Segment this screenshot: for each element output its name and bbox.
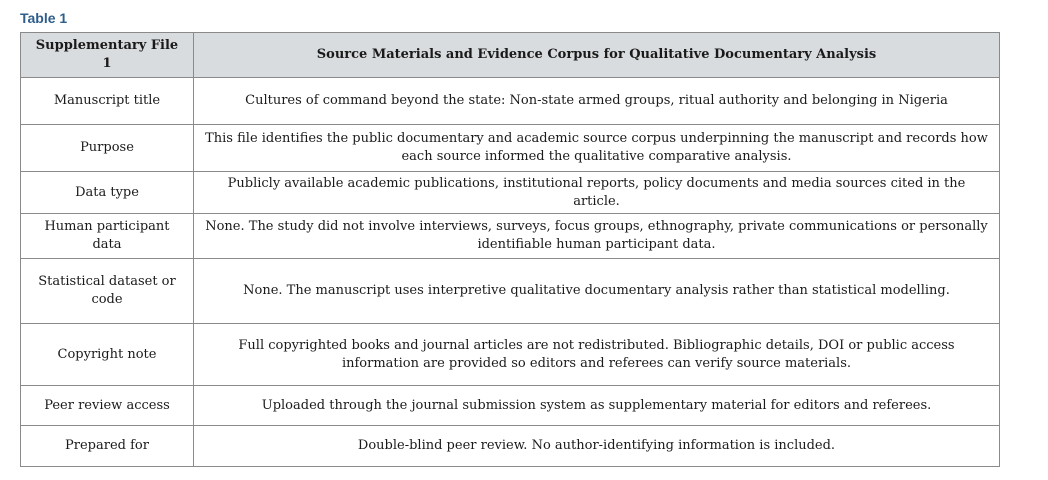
row-label-human-participant-data: Human participant data <box>21 214 194 259</box>
table-header-row <box>21 33 1000 78</box>
table-row <box>21 78 1000 125</box>
row-value-statistical-dataset: None. The manuscript uses interpretive qualitative documentary analysis rather than statistical modelling. <box>194 259 1000 324</box>
row-value-purpose: This file identifies the public documentary and academic source corpus underpinning the manuscript and records how each source informed the qualitative comparative analysis. <box>194 125 1000 172</box>
row-label-peer-review-access: Peer review access <box>21 386 194 426</box>
table-row <box>21 214 1000 259</box>
table-caption: Table 1 <box>20 10 68 26</box>
table-row <box>21 324 1000 386</box>
row-label-purpose: Purpose <box>21 125 194 172</box>
table-row <box>21 259 1000 324</box>
table-row <box>21 386 1000 426</box>
supplementary-table <box>20 32 1000 467</box>
row-value-human-participant-data: None. The study did not involve interviews, surveys, focus groups, ethnography, private communications or personally identifiable human participant data. <box>194 214 1000 259</box>
header-source-materials: Source Materials and Evidence Corpus for Qualitative Documentary Analysis <box>194 33 1000 78</box>
header-supplementary-file: Supplementary File 1 <box>21 33 194 78</box>
row-label-prepared-for: Prepared for <box>21 426 194 467</box>
table-row <box>21 172 1000 214</box>
row-label-data-type: Data type <box>21 172 194 214</box>
row-label-manuscript-title: Manuscript title <box>21 78 194 125</box>
row-label-copyright-note: Copyright note <box>21 324 194 386</box>
row-label-statistical-dataset: Statistical dataset or code <box>21 259 194 324</box>
table-row <box>21 426 1000 467</box>
row-value-prepared-for: Double-blind peer review. No author-identifying information is included. <box>194 426 1000 467</box>
row-value-copyright-note: Full copyrighted books and journal articles are not redistributed. Bibliographic details, DOI or public access information are provided so editors and referees can verify source materials. <box>194 324 1000 386</box>
row-value-data-type: Publicly available academic publications, institutional reports, policy documents and media sources cited in the article. <box>194 172 1000 214</box>
table-row <box>21 125 1000 172</box>
row-value-peer-review-access: Uploaded through the journal submission system as supplementary material for editors and referees. <box>194 386 1000 426</box>
row-value-manuscript-title: Cultures of command beyond the state: Non-state armed groups, ritual authority and belonging in Nigeria <box>194 78 1000 125</box>
